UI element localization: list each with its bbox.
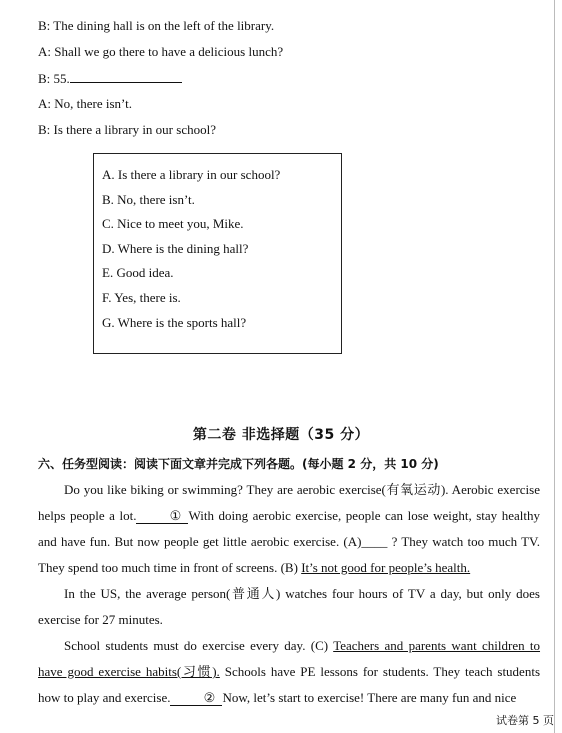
dialogue-line-3 <box>38 70 182 87</box>
dialogue-line-4: A: No, there isn’t. <box>38 96 132 111</box>
answer-blank[interactable] <box>70 70 182 83</box>
page-footer: 试卷第 5 页 <box>496 714 554 727</box>
option-c: C. Nice to meet you, Mike. <box>102 216 244 231</box>
task-heading: 六、任务型阅读：阅读下面文章并完成下列各题。(每小题 2 分，共 10 分) <box>38 457 439 471</box>
option-g: G. Where is the sports hall? <box>102 315 247 330</box>
option-a: A. Is there a library in our school? <box>102 167 281 182</box>
options-box <box>93 153 342 354</box>
dialogue-line-2: A: Shall we go there to have a delicious lunch? <box>38 44 284 59</box>
underlined-sentence-b: It’s not good for people’s health. <box>301 560 471 575</box>
paragraph-3-text-b: Schools have PE lessons for students. They teach students how to play and exercise. <box>38 664 540 705</box>
dialogue-line-1: B: The dining hall is on the left of the library. <box>38 18 275 33</box>
paragraph-3-text-a: School students must do exercise every day. (C) <box>64 638 329 653</box>
section-title: 第二卷 非选择题（35 分） <box>192 427 370 443</box>
blank-1[interactable]: ① <box>136 509 188 524</box>
paragraph-2: In the US, the average person(普通人) watches four hours of TV a day, but only does exercise for 27 minutes. <box>38 586 540 627</box>
paragraph-1-text-b: With doing aerobic exercise, people can lose weight, stay healthy and have fun. But now people get little aerobic exercise. (A)____ ? They watch too much TV. They spend too much time in front of screens. (B) <box>38 508 540 575</box>
dialogue-line-5: B: Is there a library in our school? <box>38 122 216 137</box>
option-f: F. Yes, there is. <box>102 290 181 305</box>
underlined-sentence-c: Teachers and parents want children to have good exercise habits(习惯). <box>38 638 541 679</box>
question-number: B: 55. <box>38 71 70 86</box>
option-e: E. Good idea. <box>102 265 174 280</box>
paragraph-3 <box>38 633 540 711</box>
paragraph-3-text-c: Now, let’s start to exercise! There are many fun and nice <box>222 690 517 705</box>
page-edge-rule <box>554 0 555 733</box>
paragraph-1-text-a: Do you like biking or swimming? They are aerobic exercise(有氧运动). Aerobic exercise helps people a lot. <box>38 482 540 523</box>
blank-2[interactable]: ② <box>170 691 222 706</box>
passage <box>38 477 540 711</box>
option-b: B. No, there isn’t. <box>102 192 195 207</box>
option-d: D. Where is the dining hall? <box>102 241 249 256</box>
paragraph-1 <box>38 477 540 581</box>
